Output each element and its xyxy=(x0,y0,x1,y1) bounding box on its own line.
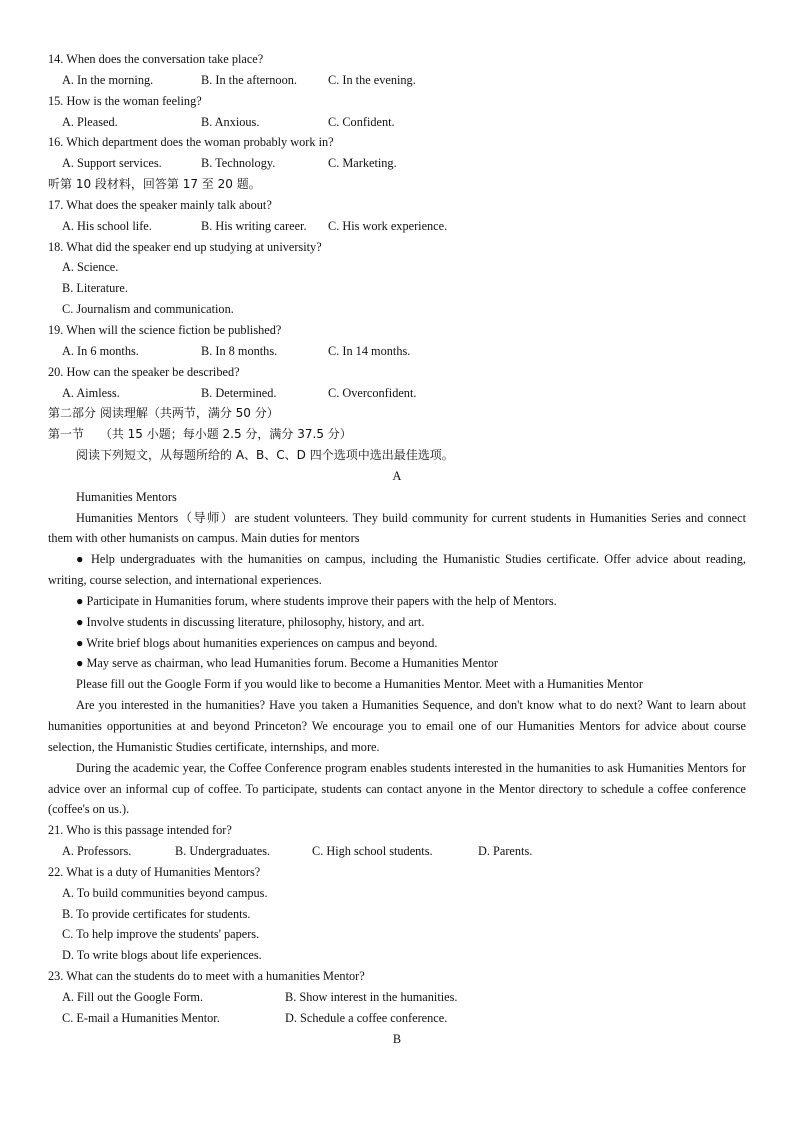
option-a: A. In the morning. xyxy=(62,72,154,87)
option-c: C. High school students. xyxy=(312,844,433,859)
exam-page xyxy=(48,49,746,1050)
question-17-options xyxy=(48,216,746,237)
option-c: C. Marketing. xyxy=(328,156,397,171)
question-14: 14. When does the conversation take place? xyxy=(48,52,264,66)
passage-title: Humanities Mentors xyxy=(76,489,177,504)
option-d: D. Parents. xyxy=(478,844,533,859)
question-15-options xyxy=(48,112,746,133)
question-20-options xyxy=(48,383,746,404)
paragraph-interested: Are you interested in the humanities? Have you taken a Humanities Sequence, and don't know what to do next? Want to learn about humanities opportunities at and beyond Princeton? We encourage you to email one of our Humanities Mentors for advice about course selection, the Humanistic Studies certificate, internships, and more. xyxy=(48,698,746,754)
part-two-heading: 第二部分 阅读理解（共两节，满分 50 分） xyxy=(48,406,279,421)
duty-bullet-3: ● Involve students in discussing literature, philosophy, history, and art. xyxy=(76,614,425,629)
question-17: 17. What does the speaker mainly talk about? xyxy=(48,197,272,212)
question-19-options xyxy=(48,341,746,362)
passage-b-label: B xyxy=(392,1031,402,1046)
question-21-options xyxy=(48,841,746,862)
option-b: B. Determined. xyxy=(201,385,277,400)
option-b: B. Literature. xyxy=(62,281,128,296)
option-b: B. In 8 months. xyxy=(201,343,278,358)
option-b: B. His writing career. xyxy=(201,218,307,233)
paragraph-coffee-conference: During the academic year, the Coffee Conference program enables students interested in the humanities to ask Humanities Mentors for advice over an informal cup of coffee. To participate, students can contact anyone in the Mentor directory to schedule a coffee conference (coffee's on us.). xyxy=(48,760,746,817)
option-a: A. Aimless. xyxy=(62,385,120,400)
option-c: C. In 14 months. xyxy=(328,343,411,358)
option-b: B. Technology. xyxy=(201,156,276,171)
duty-bullet-2: ● Participate in Humanities forum, where students improve their papers with the help of Mentors. xyxy=(76,593,557,608)
option-b: B. Undergraduates. xyxy=(175,844,271,859)
duty-bullet-4: ● Write brief blogs about humanities experiences on campus and beyond. xyxy=(76,635,438,650)
option-a: A. Professors. xyxy=(62,844,132,859)
paragraph-google-form: Please fill out the Google Form if you would like to become a Humanities Mentor. Meet with a Humanities Mentor xyxy=(76,677,643,692)
option-b: B. In the afternoon. xyxy=(201,72,297,87)
option-a: A. In 6 months. xyxy=(62,343,139,358)
question-23-options-row-1 xyxy=(48,987,746,1008)
paragraph-intro: Humanities Mentors（导师）are student volunteers. They build community for current students in Humanities Series and connect them with other humanists on campus. Main duties for mentors xyxy=(48,510,746,546)
question-16-options xyxy=(48,153,746,174)
option-b: B. To provide certificates for students. xyxy=(62,906,251,921)
question-22: 22. What is a duty of Humanities Mentors? xyxy=(48,864,261,879)
duty-bullet-5: ● May serve as chairman, who lead Humanities forum. Become a Humanities Mentor xyxy=(76,656,498,671)
option-c: C. In the evening. xyxy=(328,72,416,87)
option-c: C. Confident. xyxy=(328,114,395,129)
question-21: 21. Who is this passage intended for? xyxy=(48,823,232,838)
option-b: B. Anxious. xyxy=(201,114,260,129)
question-16: 16. Which department does the woman probably work in? xyxy=(48,135,334,150)
option-a: A. Fill out the Google Form. xyxy=(62,989,204,1004)
option-d: D. To write blogs about life experiences. xyxy=(62,948,262,963)
option-a: A. His school life. xyxy=(62,218,152,233)
option-c: C. Overconfident. xyxy=(328,385,417,400)
question-23: 23. What can the students do to meet with a humanities Mentor? xyxy=(48,969,365,984)
question-20: 20. How can the speaker be described? xyxy=(48,364,240,379)
option-a: A. Support services. xyxy=(62,156,162,171)
duty-bullet-1: ● Help undergraduates with the humanities on campus, including the Humanistic Studies certificate. Offer advice about reading, writing, course selection, and international experiences. xyxy=(48,552,746,588)
question-19: 19. When will the science fiction be published? xyxy=(48,322,282,337)
question-23-options-row-2 xyxy=(48,1008,746,1029)
question-14-options xyxy=(48,70,746,91)
option-a: A. Pleased. xyxy=(62,114,118,129)
question-18: 18. What did the speaker end up studying at university? xyxy=(48,239,322,254)
option-a: A. Science. xyxy=(62,260,119,275)
passage-a-label: A xyxy=(392,468,402,483)
option-c: C. Journalism and communication. xyxy=(62,302,234,317)
reading-instruction: 阅读下列短文，从每题所给的 A、B、C、D 四个选项中选出最佳选项。 xyxy=(76,448,454,463)
option-c: C. To help improve the students' papers. xyxy=(62,927,260,942)
section-10-instruction: 听第 10 段材料，回答第 17 至 20 题。 xyxy=(48,177,261,192)
option-a: A. To build communities beyond campus. xyxy=(62,885,268,900)
option-d: D. Schedule a coffee conference. xyxy=(285,1010,448,1025)
question-15: 15. How is the woman feeling? xyxy=(48,93,202,108)
option-c: C. E-mail a Humanities Mentor. xyxy=(62,1010,220,1025)
option-c: C. His work experience. xyxy=(328,218,448,233)
section-one-heading: 第一节 （共 15 小题；每小题 2.5 分，满分 37.5 分） xyxy=(48,427,352,442)
option-b: B. Show interest in the humanities. xyxy=(285,989,458,1004)
